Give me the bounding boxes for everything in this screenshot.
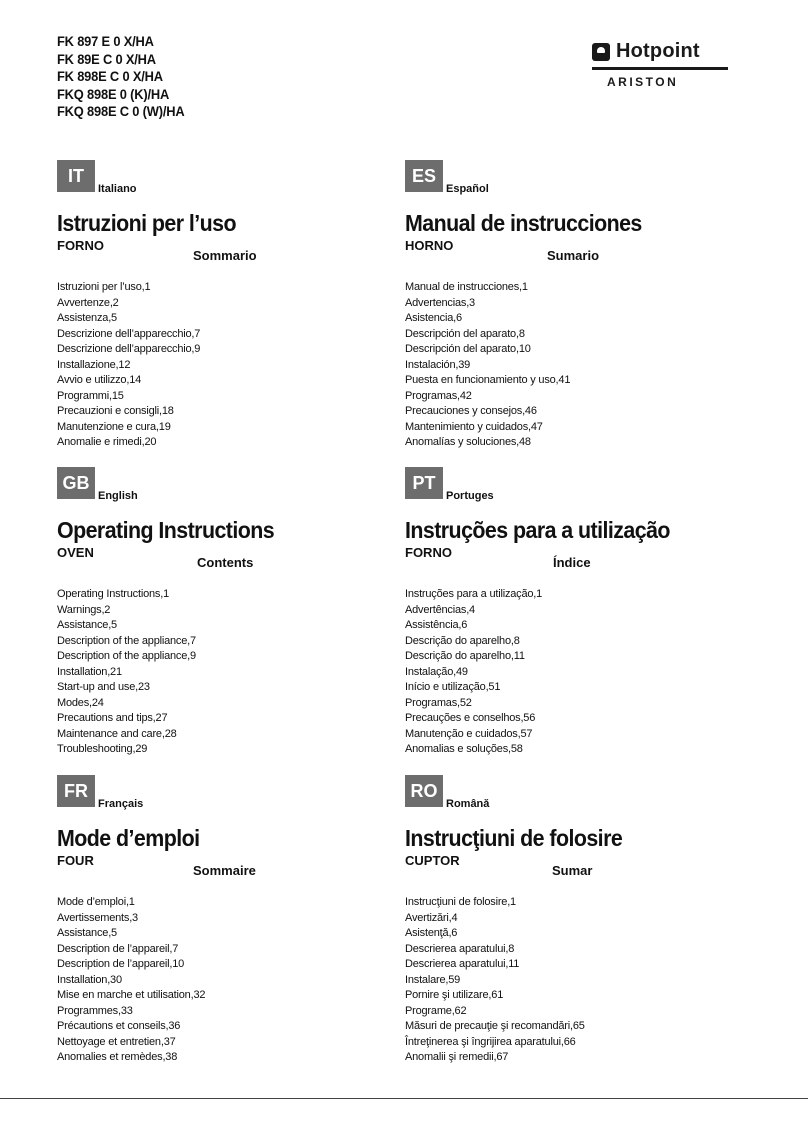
section-title: Manual de instrucciones — [405, 210, 642, 236]
toc-item: Programas,42 — [405, 389, 472, 402]
toc-item: Advertências,4 — [405, 603, 475, 616]
model-number: FKQ 898E C 0 (W)/HA — [57, 103, 185, 119]
toc-item: Assistance,5 — [57, 927, 117, 939]
toc-item: Descrizione dell’apparecchio,7 — [57, 327, 201, 340]
contents-heading: Sommario — [193, 248, 257, 263]
model-number: FK 89E C 0 X/HA — [57, 50, 156, 67]
toc-item: Description of the appliance,9 — [57, 650, 196, 662]
toc-item: Manual de instrucciones,1 — [405, 281, 528, 293]
toc-item: Manutenzione e cura,19 — [57, 420, 171, 433]
toc-item: Descripción del aparato,8 — [405, 327, 525, 340]
toc-item: Start-up and use,23 — [57, 681, 150, 693]
contents-heading: Sumar — [552, 863, 593, 878]
toc-item: Installation,30 — [57, 973, 122, 986]
toc-item: Installazione,12 — [57, 358, 131, 371]
language-name: Español — [446, 183, 489, 195]
language-name: English — [98, 490, 138, 502]
toc-item: Anomalie e rimedi,20 — [57, 436, 157, 448]
toc-item: Programmes,33 — [57, 1004, 133, 1017]
table-of-contents — [405, 280, 570, 451]
toc-item: Întreţinerea şi îngrijirea aparatului,66 — [405, 1035, 576, 1048]
contents-heading: Sumario — [547, 248, 600, 263]
language-badge: IT — [57, 160, 95, 192]
toc-item: Istruzioni per l’uso,1 — [57, 281, 151, 293]
logo-divider — [592, 67, 728, 70]
table-of-contents — [57, 280, 200, 451]
model-number: FK 898E C 0 X/HA — [57, 68, 163, 84]
contents-heading: Contents — [197, 555, 254, 570]
section-french — [57, 775, 377, 1065]
language-name: Română — [446, 798, 490, 810]
toc-item: Operating Instructions,1 — [57, 588, 169, 600]
section-english — [57, 467, 377, 757]
contents-heading: Índice — [553, 555, 591, 570]
toc-item: Precauções e conselhos,56 — [405, 712, 536, 724]
model-number: FK 897 E 0 X/HA — [57, 33, 154, 49]
language-badge: RO — [405, 775, 443, 807]
toc-item: Nettoyage et entretien,37 — [57, 1035, 176, 1048]
section-subtitle: FORNO — [405, 545, 452, 560]
section-subtitle: FORNO — [57, 238, 104, 253]
bottom-divider — [0, 1098, 808, 1099]
brand-logo — [592, 40, 728, 92]
language-badge: ES — [405, 160, 443, 192]
language-badge: GB — [57, 467, 95, 499]
toc-item: Description of the appliance,7 — [57, 634, 196, 647]
model-number: FKQ 898E 0 (K)/HA — [57, 85, 170, 102]
section-romanian — [405, 775, 725, 1065]
toc-item: Anomalii şi remedii,67 — [405, 1051, 509, 1063]
toc-item: Mantenimiento y cuidados,47 — [405, 420, 543, 433]
section-subtitle: FOUR — [57, 853, 94, 868]
language-badge: FR — [57, 775, 95, 807]
toc-item: Assistenza,5 — [57, 312, 117, 324]
language-name: Portuges — [446, 490, 494, 502]
toc-item: Precauciones y consejos,46 — [405, 405, 537, 417]
toc-item: Avvertenze,2 — [57, 296, 119, 309]
toc-item: Descrição do aparelho,8 — [405, 634, 520, 647]
toc-item: Mise en marche et utilisation,32 — [57, 989, 206, 1001]
toc-item: Início e utilização,51 — [405, 681, 501, 693]
toc-item: Descrierea aparatului,11 — [405, 958, 520, 970]
toc-item: Precauzioni e consigli,18 — [57, 405, 174, 417]
toc-item: Avertissements,3 — [57, 911, 138, 924]
toc-item: Precautions and tips,27 — [57, 712, 168, 724]
toc-item: Description de l’appareil,7 — [57, 942, 179, 955]
table-of-contents — [405, 895, 585, 1066]
toc-item: Mode d’emploi,1 — [57, 896, 135, 908]
section-title: Mode d’emploi — [57, 825, 200, 851]
toc-item: Descrição do aparelho,11 — [405, 650, 525, 662]
toc-item: Programas,52 — [405, 696, 472, 709]
toc-item: Pornire şi utilizare,61 — [405, 989, 504, 1001]
toc-item: Manutenção e cuidados,57 — [405, 727, 533, 740]
table-of-contents — [405, 587, 542, 758]
toc-item: Asistenţă,6 — [405, 927, 458, 939]
toc-item: Précautions et conseils,36 — [57, 1020, 181, 1032]
toc-item: Assistance,5 — [57, 619, 117, 631]
toc-item: Descripción del aparato,10 — [405, 343, 531, 355]
section-subtitle: CUPTOR — [405, 853, 460, 868]
toc-item: Installation,21 — [57, 665, 122, 678]
toc-item: Instruções para a utilização,1 — [405, 588, 543, 600]
toc-item: Programmi,15 — [57, 389, 124, 402]
section-subtitle: OVEN — [57, 545, 94, 560]
toc-item: Warnings,2 — [57, 603, 111, 616]
toc-item: Instalare,59 — [405, 973, 461, 986]
toc-item: Assistência,6 — [405, 619, 468, 631]
toc-item: Anomalies et remèdes,38 — [57, 1051, 178, 1063]
toc-item: Maintenance and care,28 — [57, 727, 177, 740]
toc-item: Descrierea aparatului,8 — [405, 942, 515, 955]
toc-item: Programe,62 — [405, 1004, 467, 1017]
toc-item: Advertencias,3 — [405, 296, 475, 309]
section-title: Instrucţiuni de folosire — [405, 825, 623, 851]
section-title: Instruções para a utilização — [405, 517, 670, 543]
language-badge: PT — [405, 467, 443, 499]
toc-item: Instrucţiuni de folosire,1 — [405, 896, 516, 908]
logo-brand-text: Hotpoint — [616, 40, 700, 62]
toc-item: Descrizione dell’apparecchio,9 — [57, 343, 201, 355]
section-portuguese — [405, 467, 725, 757]
toc-item: Modes,24 — [57, 696, 104, 709]
toc-item: Anomalías y soluciones,48 — [405, 436, 531, 448]
toc-item: Măsuri de precauţie şi recomandări,65 — [405, 1020, 585, 1032]
toc-item: Troubleshooting,29 — [57, 743, 148, 755]
table-of-contents — [57, 895, 205, 1066]
toc-item: Description de l’appareil,10 — [57, 958, 185, 970]
section-spanish — [405, 160, 725, 450]
model-list — [57, 33, 184, 121]
language-name: Français — [98, 798, 144, 810]
toc-item: Instalação,49 — [405, 665, 468, 678]
hotpoint-logo-icon — [592, 43, 610, 61]
toc-item: Avertizări,4 — [405, 911, 458, 924]
toc-item: Puesta en funcionamiento y uso,41 — [405, 374, 571, 386]
toc-item: Instalación,39 — [405, 358, 471, 371]
section-subtitle: HORNO — [405, 238, 454, 253]
language-name: Italiano — [98, 183, 137, 195]
contents-heading: Sommaire — [193, 863, 256, 878]
section-title: Operating Instructions — [57, 517, 275, 543]
section-title: Istruzioni per l’uso — [57, 210, 236, 236]
section-italian — [57, 160, 377, 450]
toc-item: Anomalias e soluções,58 — [405, 743, 523, 755]
table-of-contents — [57, 587, 196, 758]
toc-item: Avvio e utilizzo,14 — [57, 374, 142, 386]
toc-item: Asistencia,6 — [405, 312, 462, 324]
logo-sub-text: ARISTON — [607, 75, 679, 89]
